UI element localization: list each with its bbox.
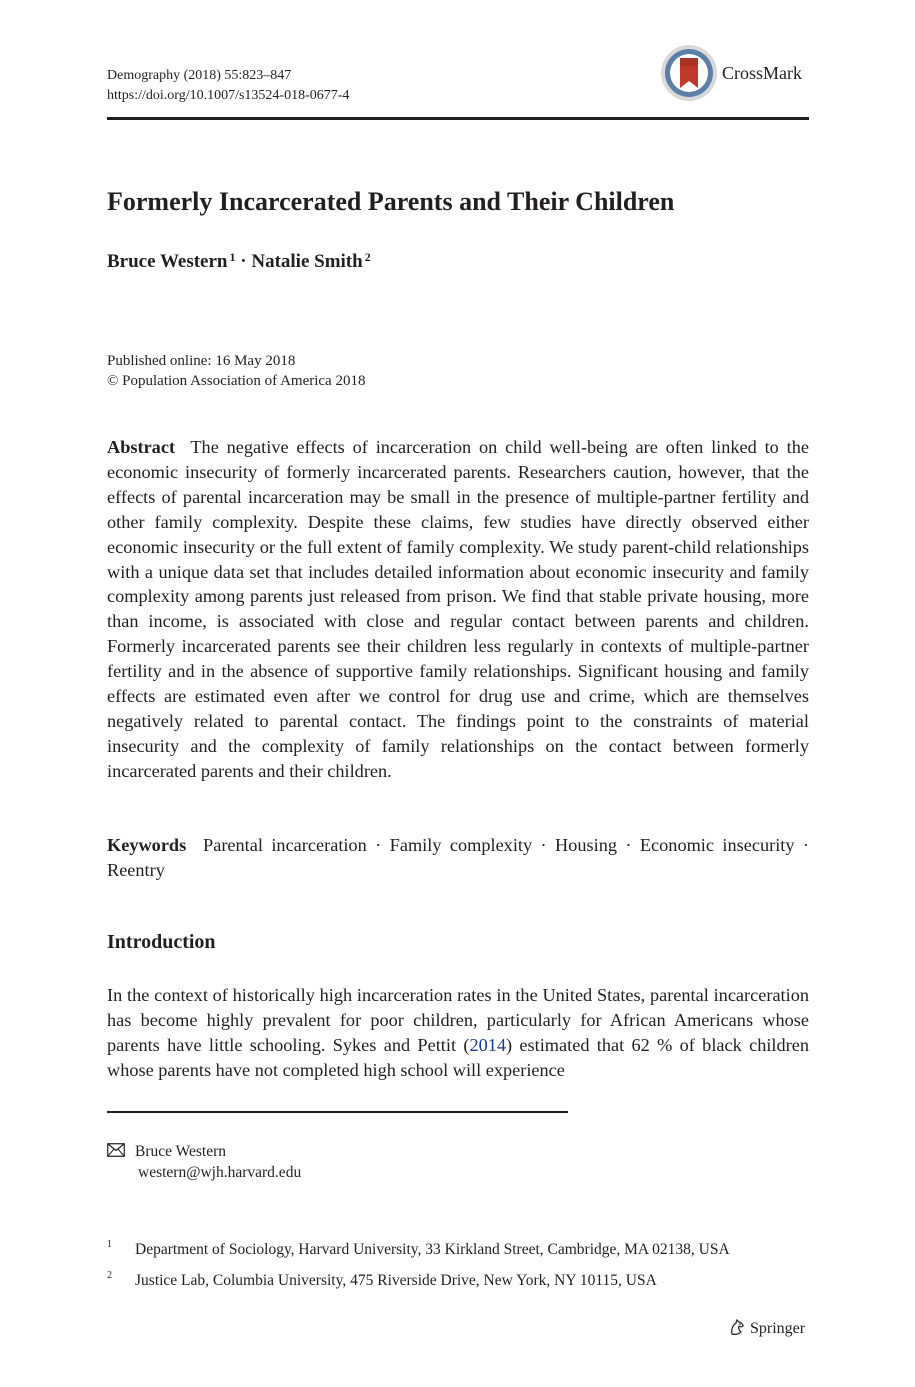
- crossmark-label: CrossMark: [722, 63, 802, 83]
- springer-logo: [728, 1318, 805, 1338]
- abstract-label: Abstract: [107, 437, 176, 457]
- journal-info: [107, 66, 349, 106]
- springer-horse-icon: [728, 1318, 746, 1336]
- affiliation-1-number: 1: [107, 1239, 112, 1250]
- correspondence-email[interactable]: western@wjh.harvard.edu: [138, 1164, 302, 1181]
- citation-link[interactable]: 2014: [469, 1034, 506, 1055]
- copyright-line: © Population Association of America 2018: [107, 373, 366, 389]
- crossmark-icon: [660, 44, 718, 102]
- affiliation-2: [107, 1266, 657, 1291]
- intro-text-part2: ) estimated that 62 % of black children whose parents have not completed high school will experience: [107, 1034, 809, 1080]
- author-list: [107, 250, 371, 273]
- doi-link[interactable]: https://doi.org/10.1007/s13524-018-0677-4: [107, 88, 350, 103]
- affiliation-2-number: 2: [107, 1270, 112, 1281]
- author-1-name[interactable]: Bruce Western: [107, 251, 228, 272]
- correspondence-name: Bruce Western: [135, 1143, 227, 1160]
- journal-citation: Demography (2018) 55:823–847: [107, 68, 292, 83]
- affiliation-1-text: Department of Sociology, Harvard University, 33 Kirkland Street, Cambridge, MA 02138, USA: [135, 1241, 730, 1258]
- affiliation-2-text: Justice Lab, Columbia University, 475 Riverside Drive, New York, NY 10115, USA: [135, 1272, 657, 1289]
- intro-text-part1: In the context of historically high incarceration rates in the United States, parental incarceration has become highly prevalent for poor children, particularly for African Americans whose parents have little schooling. Sykes and Pettit (: [107, 985, 809, 1055]
- footnote-rule: [107, 1111, 568, 1113]
- correspondence: [107, 1141, 301, 1183]
- introduction-heading: Introduction: [107, 931, 216, 953]
- affiliation-1: [107, 1235, 730, 1260]
- author-separator: ·: [235, 251, 252, 272]
- springer-label: Springer: [750, 1320, 806, 1337]
- envelope-icon: [107, 1143, 125, 1157]
- publication-info: [107, 351, 365, 391]
- keywords-section: [107, 833, 809, 883]
- crossmark-badge[interactable]: [660, 44, 820, 104]
- author-2-affiliation-mark: 2: [364, 250, 371, 264]
- abstract-text: The negative effects of incarceration on child well-being are often linked to the economic insecurity of formerly incarcerated parents. Researchers caution, however, that the effects of parental incarceration may be small in the presence of multiple-partner fertility and other family complexity. Despite these claims, few studies have directly observed either economic insecurity or the full extent of family complexity. We study parent-child relationships with a unique data set that includes detailed information about economic insecurity and family complexity among parents just released from prison. We find that stable private housing, more than income, is associated with close and regular contact between parents and children. Formerly incarcerated parents see their children less regularly in contexts of multiple-partner fertility and in the absence of supportive family relationships. Significant housing and family effects are estimated even after we control for drug use and crime, which are themselves negatively related to parental contact. The findings point to the constraints of material insecurity and the complexity of family relationships on the contact between formerly incarcerated parents and their children.: [107, 437, 809, 781]
- published-date: Published online: 16 May 2018: [107, 353, 296, 369]
- article-title: Formerly Incarcerated Parents and Their Children: [107, 187, 675, 216]
- keywords-label: Keywords: [107, 835, 187, 855]
- abstract-section: [107, 435, 809, 784]
- keywords-text: Parental incarceration · Family complexity · Housing · Economic insecurity · Reentry: [107, 835, 809, 880]
- author-2-name[interactable]: Natalie Smith: [251, 251, 363, 272]
- header-rule: [107, 117, 809, 120]
- author-1-affiliation-mark: 1: [229, 250, 236, 264]
- introduction-text: [107, 983, 809, 1083]
